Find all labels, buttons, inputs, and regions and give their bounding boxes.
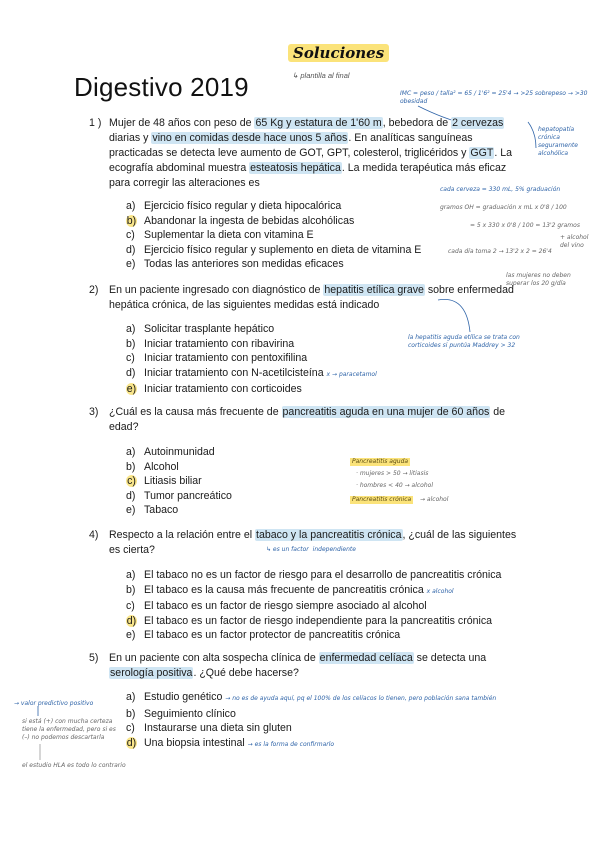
- q4-factor-note: ↳ es un factor independiente: [266, 546, 356, 553]
- option-d[interactable]: d) Iniciar tratamiento con N-acetilcisteína x → paracetamol: [126, 366, 377, 379]
- question-1: [89, 116, 529, 191]
- option-a[interactable]: a) Autoinmunidad: [126, 446, 215, 458]
- pa-mujeres-note: · mujeres > 50 → litiasis: [356, 470, 429, 477]
- option-e[interactable]: e) El tabaco es un factor protector de pancreatitis crónica: [126, 629, 401, 642]
- option-note: x alcohol: [426, 587, 454, 595]
- hepatitis-treatment-note: la hepatitis aguda etílica se trata con corticoides si puntúa Maddrey > 32: [408, 334, 520, 349]
- option-b[interactable]: b) Iniciar tratamiento con ribavirina: [126, 337, 295, 350]
- option-b[interactable]: b) Alcohol: [126, 460, 179, 473]
- imc-formula-note: IMC = peso / talla² = 65 / 1'6² = 25'4 → >25 sobrepeso → >30 obesidad: [400, 90, 588, 105]
- option-note: x → paracetamol: [326, 370, 377, 378]
- alcohol-calc-6: las mujeres no deben superar los 20 g/día: [506, 272, 571, 287]
- question-text: Respecto a la relación entre el tabaco y la pancreatitis crónica, ¿cuál de las siguientes es cierta?: [109, 529, 517, 556]
- option-c[interactable]: c) El tabaco es un factor de riesgo siempre asociado al alcohol: [126, 600, 427, 613]
- question-3: [89, 405, 529, 435]
- pa-hombres-note: · hombres < 40 → alcohol: [356, 482, 433, 489]
- question-number: 1 ): [89, 117, 102, 129]
- pancreatitis-cronica-label: Pancreatitis crónica: [352, 496, 412, 503]
- question-text: En un paciente ingresado con diagnóstico de hepatitis etílica grave sobre enfermedad hepática crónica, de las siguientes medidas está indicado: [109, 284, 514, 311]
- question-5: [89, 651, 529, 681]
- page-title: Digestivo 2019: [74, 72, 249, 102]
- options-q5: [126, 690, 496, 752]
- alcohol-calc-3: = 5 x 330 x 0'8 / 100 = 13'2 gramos: [470, 222, 580, 229]
- alcohol-calc-2: gramos OH = graduación x mL x 0'8 / 100: [440, 204, 567, 211]
- option-a[interactable]: a) El tabaco no es un factor de riesgo para el desarrollo de pancreatitis crónica: [126, 569, 502, 581]
- alcohol-calc-1: cada cerveza = 330 mL, 5% graduación: [440, 186, 561, 193]
- question-2: [89, 283, 529, 313]
- solutions-note: ↳ plantilla al final: [292, 71, 350, 80]
- question-number: 3): [89, 406, 99, 418]
- alcohol-calc-5: + alcohol del vino: [560, 234, 589, 249]
- question-number: 2): [89, 284, 99, 296]
- option-c[interactable]: c) Iniciar tratamiento con pentoxifilina: [126, 352, 308, 365]
- option-a[interactable]: a) Ejercicio físico regular y dieta hipocalórica: [126, 200, 342, 212]
- option-d[interactable]: d) Ejercicio físico regular y suplemento en dieta de vitamina E: [126, 243, 422, 256]
- options-q2: [126, 322, 377, 397]
- option-e[interactable]: e) Tabaco: [126, 504, 179, 517]
- option-note: → es la forma de confirmarlo: [247, 740, 335, 748]
- options-q3: [126, 445, 232, 518]
- options-q4: [126, 568, 501, 643]
- alcohol-calc-4: cada día toma 2 → 13'2 x 2 = 26'4: [448, 248, 552, 255]
- option-d-answer[interactable]: d) El tabaco es un factor de riesgo independiente para la pancreatitis crónica: [126, 614, 493, 627]
- vpp-label: → valor predictivo positivo: [14, 700, 94, 707]
- question-number: 4): [89, 529, 99, 541]
- option-b[interactable]: b) Seguimiento clínico: [126, 707, 236, 720]
- option-note: → no es de ayuda aquí, pq el 100% de los celíacos lo tienen, pero población sana también: [225, 695, 497, 702]
- hepatopatia-note: hepatopatía crónica seguramente alcohólica: [538, 126, 578, 157]
- option-a[interactable]: a) Solicitar trasplante hepático: [126, 323, 275, 335]
- vpp-explanation: si está (+) con mucha certeza tiene la enfermedad, pero si es (–) no podemos descartarla: [22, 718, 116, 741]
- options-q1: [126, 199, 421, 272]
- question-text: ¿Cuál es la causa más frecuente de pancreatitis aguda en una mujer de 60 años de edad?: [109, 406, 505, 433]
- option-e-answer[interactable]: e) Iniciar tratamiento con corticoides: [126, 383, 302, 396]
- option-c-answer[interactable]: c) Litiasis biliar: [127, 475, 202, 488]
- hla-note: el estudio HLA es todo lo contrario: [22, 762, 126, 769]
- solutions-title: Soluciones: [288, 44, 389, 62]
- option-d-answer[interactable]: d) Una biopsia intestinal → es la forma de confirmarlo: [126, 736, 335, 749]
- option-c[interactable]: c) Instaurarse una dieta sin gluten: [126, 722, 292, 735]
- option-b-answer[interactable]: b) Abandonar la ingesta de bebidas alcohólicas: [126, 214, 355, 227]
- option-c[interactable]: c) Suplementar la dieta con vitamina E: [126, 229, 314, 242]
- option-a[interactable]: a) Estudio genético → no es de ayuda aquí, pq el 100% de los celíacos lo tienen, pero población sana también: [126, 691, 497, 703]
- pc-alcohol-note: → alcohol: [420, 496, 449, 503]
- question-number: 5): [89, 652, 99, 664]
- question-text: Mujer de 48 años con peso de 65 Kg y estatura de 1'60 m, bebedora de 2 cervezas diarias y vino en comidas desde hace unos 5 años. En analíticas sanguíneas practicadas se detecta leve aumento de GOT, GPT, colesterol, triglicéridos y GGT. La ecografía abdominal muestra esteatosis hepática. La medida terapéutica más eficaz para corregir las alteraciones es: [109, 117, 512, 189]
- pancreatitis-aguda-label: Pancreatitis aguda: [352, 458, 409, 465]
- question-text: En un paciente con alta sospecha clínica de enfermedad celíaca se detecta una serología positiva. ¿Qué debe hacerse?: [109, 652, 487, 679]
- option-d[interactable]: d) Tumor pancreático: [126, 489, 232, 502]
- option-b[interactable]: b) El tabaco es la causa más frecuente de pancreatitis crónica x alcohol: [126, 583, 454, 596]
- option-e[interactable]: e) Todas las anteriores son medidas eficaces: [126, 258, 344, 271]
